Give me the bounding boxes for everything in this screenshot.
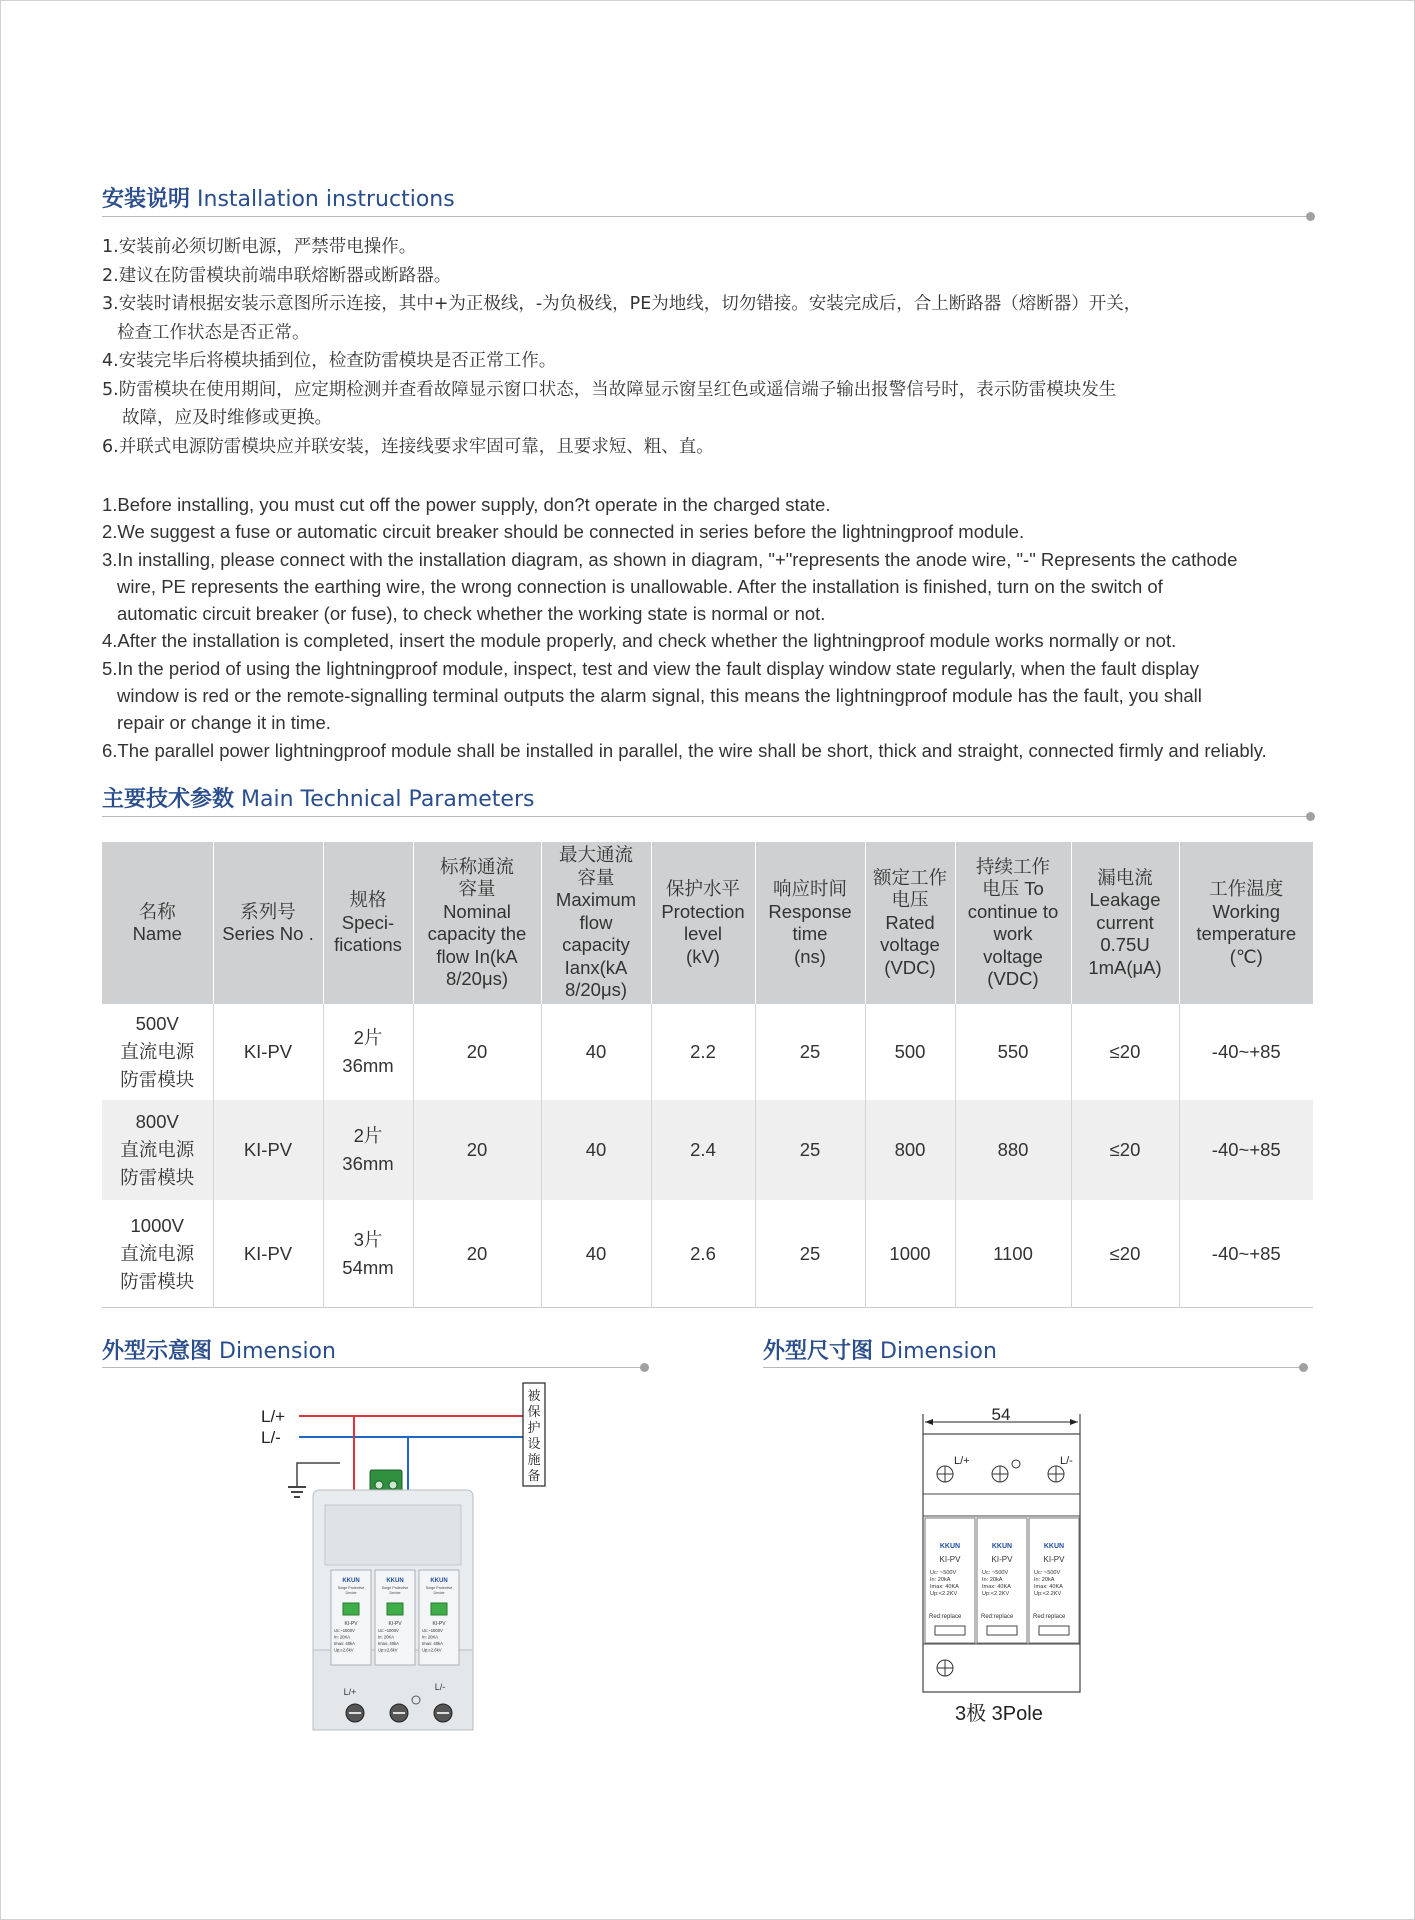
module-window xyxy=(1039,1626,1069,1635)
cn-item: 故障，应及时维修或更换。 xyxy=(122,408,332,428)
dimension-right-heading xyxy=(763,1334,997,1365)
column-header xyxy=(323,842,413,1004)
module-device-text: Device xyxy=(389,1591,401,1595)
column-header xyxy=(102,842,213,1004)
column-header-line: 持续工作 xyxy=(975,855,1050,877)
column-header-line: 1mA(μA) xyxy=(1088,956,1162,978)
column-header-line: 8/20μs) xyxy=(445,968,509,989)
column-header xyxy=(213,842,323,1004)
dimension-left-rule xyxy=(102,1367,644,1368)
column-header-line: temperature xyxy=(1196,923,1297,944)
module-model: KI-PV xyxy=(1043,1555,1065,1564)
params-rule xyxy=(102,816,1310,817)
svg-text:被: 被 xyxy=(527,1388,541,1403)
module-device-text: Device xyxy=(345,1591,357,1595)
table-row xyxy=(102,1100,1313,1200)
module-spec: In: 20kA xyxy=(1034,1577,1055,1583)
column-header-line: 8/20μs) xyxy=(564,979,628,1001)
cell-line: 500V xyxy=(135,1013,179,1034)
en-item: 6.The parallel power lightningproof module shall be installed in parallel, the wire shall be short, thick and straight, connected firmly and reliably. xyxy=(102,739,1267,761)
bottom-terminal-icon xyxy=(937,1660,953,1676)
en-item: wire, PE represents the earthing wire, the wrong connection is unallowable. After the installation is finished, turn on the switch of xyxy=(117,575,1163,597)
module-spec: Uc: ~500V xyxy=(982,1570,1009,1576)
dimension-module xyxy=(925,1518,975,1643)
spd-device xyxy=(313,1490,473,1730)
column-header-line: 名称 xyxy=(138,900,176,922)
cell-continuous: 1100 xyxy=(955,1200,1071,1308)
cell-line: 36mm xyxy=(342,1055,394,1076)
cell-nominal: 20 xyxy=(413,1200,541,1308)
ground-wire xyxy=(297,1463,340,1487)
cell-protection: 2.2 xyxy=(651,1004,755,1100)
module-spec: Imax: 40KA xyxy=(982,1584,1011,1590)
en-item: 3.In installing, please connect with the installation diagram, as shown in diagram, "+"represents the anode wire, "-" Represents the cathode xyxy=(102,548,1238,570)
svg-text:施: 施 xyxy=(527,1452,541,1467)
cell-line: 防雷模块 xyxy=(120,1270,195,1292)
en-item: 1.Before installing, you must cut off the power supply, don?t operate in the charged state. xyxy=(102,494,831,515)
en-item: 2.We suggest a fuse or automatic circuit breaker should be connected in series before the lightningproof module. xyxy=(102,521,1025,543)
wire-minus-label: L/- xyxy=(261,1428,281,1447)
column-header xyxy=(955,842,1071,1004)
column-header-line: (VDC) xyxy=(987,968,1039,989)
module-device-text: Device xyxy=(433,1591,445,1595)
column-header-line: flow xyxy=(579,911,613,933)
parameters-table xyxy=(102,842,1313,1308)
terminal-plus-label: L/+ xyxy=(954,1455,970,1467)
column-header-line: (VDC) xyxy=(884,956,936,978)
spd-module xyxy=(419,1570,459,1665)
module-spec: In: 20kA xyxy=(982,1577,1003,1583)
column-header-line: 工作温度 xyxy=(1209,878,1284,899)
en-item: 4.After the installation is completed, insert the module properly, and check whether the lightningproof module works normally or not. xyxy=(102,630,1177,652)
cell-name xyxy=(102,1200,213,1308)
cn-item: 检查工作状态是否正常。 xyxy=(117,322,310,343)
module-window xyxy=(987,1626,1017,1635)
cell-continuous: 550 xyxy=(955,1004,1071,1100)
module-model: KI-PV xyxy=(991,1555,1013,1564)
column-header-line: (kV) xyxy=(686,945,720,967)
module-brand: KKUN xyxy=(991,1543,1013,1550)
column-header-line: 容量 xyxy=(458,878,496,899)
cell-maximum: 40 xyxy=(541,1004,651,1100)
installation-title-cn: 安装说明 xyxy=(102,187,191,212)
wire-plus-label: L/+ xyxy=(261,1407,286,1426)
installation-en-list xyxy=(102,491,1342,764)
cell-line: 1000V xyxy=(130,1214,184,1236)
module-replace-text: Red:replace xyxy=(929,1614,962,1620)
table-row xyxy=(102,1200,1313,1308)
cell-spec xyxy=(323,1004,413,1100)
svg-text:保: 保 xyxy=(527,1404,541,1419)
params-heading xyxy=(102,782,534,813)
column-header-line: 响应时间 xyxy=(772,878,847,899)
column-header-line: flow In(kA xyxy=(436,945,518,967)
module-device-text: Surge Protective xyxy=(337,1586,365,1590)
dimension-left-heading xyxy=(102,1334,336,1365)
cell-maximum: 40 xyxy=(541,1100,651,1200)
column-header-line: Protection xyxy=(661,900,745,922)
module-brand: KKUN xyxy=(430,1578,448,1584)
cn-item: 6.并联式电源防雷模块应并联安装，连接线要求牢固可靠，且要求短、粗、直。 xyxy=(102,436,714,457)
column-header-line: 电压 To xyxy=(982,878,1044,899)
module-spec: Imax: 40KA xyxy=(930,1584,959,1590)
cell-line: 直流电源 xyxy=(120,1139,195,1160)
module-spec: In: 20KA xyxy=(378,1634,395,1640)
cell-temp: -40~+85 xyxy=(1179,1004,1313,1100)
width-dimension-value: 54 xyxy=(991,1405,1011,1424)
cell-maximum: 40 xyxy=(541,1200,651,1308)
installation-title-en: Installation instructions xyxy=(197,187,455,212)
module-brand: KKUN xyxy=(1043,1543,1065,1550)
cell-line: 防雷模块 xyxy=(120,1069,195,1090)
column-header-line: (ns) xyxy=(794,945,826,967)
params-title-cn: 主要技术参数 xyxy=(102,787,235,812)
module-spec: In: 20KA xyxy=(334,1634,351,1640)
svg-text:设: 设 xyxy=(527,1436,541,1451)
cn-item: 5.防雷模块在使用期间，应定期检测并查看故障显示窗口状态，当故障显示窗呈红色或遥信端子输出报警信号时，表示防雷模块发生 xyxy=(102,379,1117,400)
dimension-right-title-en: Dimension xyxy=(880,1339,997,1364)
column-header-line: 最大通流 xyxy=(558,844,633,866)
column-header-line: capacity the xyxy=(427,923,527,944)
dimension-right-rule xyxy=(763,1367,1303,1368)
module-model: KI-PV xyxy=(939,1555,961,1564)
terminal-label-minus: L/- xyxy=(434,1682,446,1692)
dimension-module xyxy=(977,1518,1027,1643)
cell-line: 2片 xyxy=(353,1027,383,1048)
dimension-drawing xyxy=(915,1398,1085,1698)
column-header xyxy=(651,842,755,1004)
column-header-line: work xyxy=(993,923,1033,944)
cell-nominal: 20 xyxy=(413,1004,541,1100)
ground-icon xyxy=(288,1487,306,1497)
module-spec: Imax: 40kA xyxy=(334,1641,355,1646)
cell-temp: -40~+85 xyxy=(1179,1200,1313,1308)
installation-heading xyxy=(102,182,455,213)
cell-response: 25 xyxy=(755,1200,865,1308)
dimension-module xyxy=(1029,1518,1079,1643)
module-window xyxy=(935,1626,965,1635)
module-brand: KKUN xyxy=(939,1543,961,1550)
cell-line: 2片 xyxy=(353,1125,383,1146)
module-spec: Up:<2.2KV xyxy=(982,1591,1010,1597)
column-header-line: Working xyxy=(1212,900,1280,922)
cn-item: 1.安装前必须切断电源，严禁带电操作。 xyxy=(102,237,417,257)
en-item: repair or change it in time. xyxy=(117,712,331,734)
module-spec: In: 20KA xyxy=(422,1634,439,1640)
terminal-minus-label: L/- xyxy=(1060,1455,1073,1467)
installation-cn-list xyxy=(102,233,1342,461)
cn-item: 2.建议在防雷模块前端串联熔断器或断路器。 xyxy=(102,265,452,286)
module-brand: KKUN xyxy=(386,1578,404,1584)
column-header-line: 规格 xyxy=(349,889,387,911)
en-item: window is red or the remote-signalling terminal outputs the alarm signal, this means the lightningproof module has the fault, you shall xyxy=(117,685,1202,707)
cell-line: 800V xyxy=(135,1111,179,1132)
protected-equipment-label xyxy=(527,1388,540,1483)
cell-protection: 2.6 xyxy=(651,1200,755,1308)
column-header-line: 系列号 xyxy=(240,900,296,922)
module-spec: Imax: 40KA xyxy=(1034,1584,1063,1590)
module-spec: Up:<2.2KV xyxy=(1034,1591,1062,1597)
column-header-line: current xyxy=(1096,911,1154,933)
column-header-line: voltage xyxy=(983,945,1043,967)
cell-spec xyxy=(323,1100,413,1200)
en-item: automatic circuit breaker (or fuse), to check whether the working state is normal or not. xyxy=(117,603,826,625)
en-item: 5.In the period of using the lightningproof module, inspect, test and view the fault display window state regularly, when the fault display xyxy=(102,657,1199,679)
module-spec: Up:≤2.6kV xyxy=(378,1647,398,1653)
module-replace-text: Red:replace xyxy=(1033,1614,1066,1620)
column-header-line: 标称通流 xyxy=(439,855,514,877)
dimension-right-title-cn: 外型尺寸图 xyxy=(763,1339,874,1364)
cell-series: KI-PV xyxy=(213,1004,323,1100)
cell-leakage: ≤20 xyxy=(1071,1004,1179,1100)
module-device-text: Surge Protective xyxy=(381,1586,409,1590)
cell-leakage: ≤20 xyxy=(1071,1200,1179,1308)
cell-response: 25 xyxy=(755,1004,865,1100)
module-model: KI-PV xyxy=(344,1621,358,1627)
cell-temp: -40~+85 xyxy=(1179,1100,1313,1200)
cn-item: 4.安装完毕后将模块插到位，检查防雷模块是否正常工作。 xyxy=(102,351,557,371)
column-header-line: Response xyxy=(768,900,852,922)
pole-caption: 3极 3Pole xyxy=(955,1703,1043,1725)
installation-rule xyxy=(102,216,1310,217)
cell-spec xyxy=(323,1200,413,1308)
column-header xyxy=(541,842,651,1004)
column-header-line: 0.75U xyxy=(1100,934,1150,956)
column-header-line: 额定工作 xyxy=(872,866,947,888)
params-title-en: Main Technical Parameters xyxy=(241,787,535,812)
cell-rated: 800 xyxy=(865,1100,955,1200)
status-window xyxy=(431,1603,447,1615)
column-header xyxy=(1071,842,1179,1004)
column-header xyxy=(865,842,955,1004)
column-header-line: 电压 xyxy=(891,889,929,911)
module-spec: Up:≤2.6kV xyxy=(422,1647,442,1653)
column-header-line: time xyxy=(792,923,828,944)
cell-line: 54mm xyxy=(342,1256,394,1278)
cell-protection: 2.4 xyxy=(651,1100,755,1200)
dimension-left-title-en: Dimension xyxy=(219,1339,336,1364)
column-header xyxy=(755,842,865,1004)
module-model: KI-PV xyxy=(388,1621,402,1627)
column-header-line: Maximum xyxy=(555,889,637,911)
cell-leakage: ≤20 xyxy=(1071,1100,1179,1200)
spd-module xyxy=(331,1570,371,1665)
module-replace-text: Red:replace xyxy=(981,1614,1014,1620)
column-header-line: Leakage xyxy=(1089,889,1161,911)
column-header-line: Speci- xyxy=(341,911,395,933)
column-header-line: capacity xyxy=(562,934,630,956)
module-spec: Uc:~1000V xyxy=(378,1628,399,1633)
cell-response: 25 xyxy=(755,1100,865,1200)
table-header-row xyxy=(102,842,1313,1004)
status-window xyxy=(387,1603,403,1615)
module-spec: Up:≤2.6kV xyxy=(334,1647,354,1653)
cell-continuous: 880 xyxy=(955,1100,1071,1200)
svg-text:备: 备 xyxy=(527,1468,541,1483)
cell-line: 直流电源 xyxy=(120,1242,195,1264)
cell-rated: 500 xyxy=(865,1004,955,1100)
cell-line: 36mm xyxy=(342,1153,394,1174)
column-header-line: continue to xyxy=(967,900,1059,922)
column-header xyxy=(1179,842,1313,1004)
module-spec: Imax: 40kA xyxy=(422,1641,443,1646)
column-header-line: Ianx(kA xyxy=(564,956,628,978)
column-header-line: Nominal xyxy=(443,900,511,922)
module-spec: Uc:~1000V xyxy=(334,1628,355,1633)
column-header-line: 漏电流 xyxy=(1097,866,1153,888)
column-header-line: (℃) xyxy=(1229,945,1263,967)
installation-diagram xyxy=(255,1375,565,1745)
column-header-line: fications xyxy=(334,934,402,956)
module-spec: In: 20kA xyxy=(930,1577,951,1583)
cell-line: 防雷模块 xyxy=(120,1167,195,1188)
column-header-line: 保护水平 xyxy=(665,878,740,899)
module-device-text: Surge Protective xyxy=(425,1586,453,1590)
module-model: KI-PV xyxy=(432,1621,446,1627)
column-header-line: 容量 xyxy=(577,866,615,888)
svg-text:护: 护 xyxy=(527,1420,541,1435)
module-spec: Imax: 40kA xyxy=(378,1641,399,1646)
column-header-line: voltage xyxy=(880,934,940,956)
cell-series: KI-PV xyxy=(213,1100,323,1200)
module-brand: KKUN xyxy=(342,1578,360,1584)
module-spec: Uc:~1000V xyxy=(422,1628,443,1633)
status-window xyxy=(343,1603,359,1615)
cell-name xyxy=(102,1100,213,1200)
column-header-line: Series No . xyxy=(222,923,314,944)
module-spec: Uc: ~500V xyxy=(1034,1570,1061,1576)
cell-rated: 1000 xyxy=(865,1200,955,1308)
terminal-label-plus: L/+ xyxy=(343,1687,357,1697)
cn-item: 3.安装时请根据安装示意图所示连接，其中+为正极线，-为负极线，PE为地线，切勿错接。安装完成后，合上断路器（熔断器）开关， xyxy=(102,294,1142,314)
cell-line: 3片 xyxy=(353,1228,383,1250)
cell-nominal: 20 xyxy=(413,1100,541,1200)
cell-line: 直流电源 xyxy=(120,1041,195,1062)
cell-series: KI-PV xyxy=(213,1200,323,1308)
column-header-line: Rated xyxy=(885,911,935,933)
column-header-line: Name xyxy=(132,923,182,944)
column-header xyxy=(413,842,541,1004)
dimension-left-title-cn: 外型示意图 xyxy=(102,1339,213,1364)
column-header-line: level xyxy=(683,923,723,944)
module-spec: Uc: ~500V xyxy=(930,1570,957,1576)
module-spec: Up:<2.2KV xyxy=(930,1591,958,1597)
table-row xyxy=(102,1004,1313,1100)
cell-name xyxy=(102,1004,213,1100)
spd-module xyxy=(375,1570,415,1665)
